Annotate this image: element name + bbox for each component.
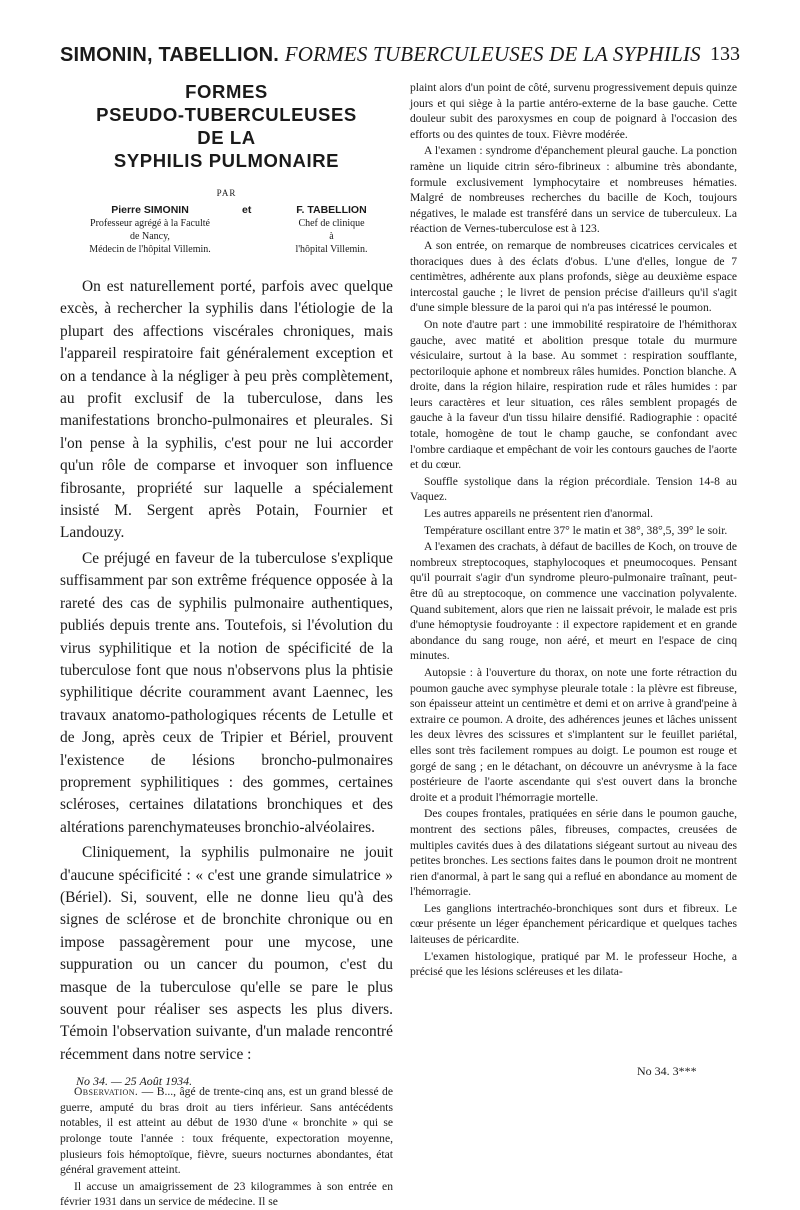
case-paragraph: L'examen histologique, pratiqué par M. le professeur Hoche, a précisé que les lésions scléreuses et les dilata- [410,949,737,979]
article-title-block [60,80,393,172]
case-paragraph: A l'examen : syndrome d'épanchement pleural gauche. La ponction ramène un liquide citrin séro-fibrineux : albumine très abondante, formule exclusivement lymphocytaire et nombreuses hématies. Malgré de nombreuses recherches du bacille de Koch, toujours négatives, le malade est transféré dans un service de tuberculeux. La réaction de Vernes-tuberculose est à 123. [410,144,737,236]
article-title-line: DE LA [197,127,256,148]
author-affiliation: Chef de clinique [298,218,365,229]
authors-block [60,204,393,262]
author-name: F. TABELLION [296,204,367,216]
author-affiliation: Médecin de l'hôpital Villemin. [89,244,211,255]
article-title-line: SYPHILIS PULMONAIRE [113,150,340,171]
observation-paragraph [60,1084,393,1178]
case-paragraph: A l'examen des crachats, à défaut de bacilles de Koch, on trouve de nombreux streptocoques, staphylocoques et pneumocoques. Pensant qu'il pourrait s'agir d'un syndrome pleuro-pulmonaire traînant, peut-être dû au streptocoque, on commence une vaccination polyvalente. Quand subitement, alors que rien ne laissait prévoir, le malade est pris d'une hémoptysie foudroyante : il expectore rapidement et en grande abondance du sang rouge, non aéré, et meurt en l'espace de cinq minutes. [410,540,737,663]
case-paragraph: Des coupes frontales, pratiquées en série dans le poumon gauche, montrent des sections pâles, fibreuses, compactes, creusées de multiples cavités dues à des dilatations siégeant surtout au niveau des petites bronches. Les sections faites dans le poumon droit ne montrent rien d'anormal, à part le sang qui a reflué en abondance au moment de l'hémorragie. [410,807,737,899]
footer-issue-date: No 34. — 25 Août 1934. [76,1074,193,1088]
case-paragraph: plaint alors d'un point de côté, survenu progressivement depuis quinze jours et qui siège à la partie antéro-externe de la base gauche. Cette douleur subit des paroxysmes en coup de poignard à l'occasion des efforts ou des quintes de toux. Fièvre modérée. [410,81,737,141]
observation-label: Observation. [74,1085,139,1099]
running-authors: SIMONIN, TABELLION. [60,44,279,66]
left-column [60,80,393,1210]
author-connector: et [242,204,252,216]
observation-text: — B..., âgé de trente-cinq ans, est un grand blessé de guerre, amputé du bras droit au tiers inférieur. Sans antécédents notables, il est atteint au début de 1930 d'une « bronchite » qui se prolonge toute l'année : toux fréquente, expectoration moyenne, plusieurs fois hémoptoïque, fièvre, sueurs nocturnes abondantes, état général gravement atteint. [60,1085,393,1177]
running-header [60,42,740,72]
case-paragraph: Les ganglions intertrachéo-bronchiques sont durs et fibreux. Le cœur présente un léger épanchement péricardique et quelques taches laiteuses de péricardite. [410,901,737,947]
footer-signature-mark: No 34. 3*** [637,1064,697,1078]
article-title-line: PSEUDO-TUBERCULEUSES [96,104,357,125]
body-paragraph: Cliniquement, la syphilis pulmonaire ne jouit d'aucune spécificité : « c'est une grande simulatrice » (Bériel). Si, souvent, elle ne donne lieu qu'à des signes de sclérose et de bronchite chronique ou en impose passagèrement pour une mycose, une suppuration ou un cancer du poumon, c'est du masque de la tuberculose qu'elle se pare le plus souvent pour réaliser ses aspects les plus divers. Témoin l'observation suivante, d'un malade rencontré récemment dans notre service : [60,844,393,1063]
case-paragraph: A son entrée, on remarque de nombreuses cicatrices cervicales et thoraciques dues à des éclats d'obus. L'une d'elles, longue de 7 centimètres, adhérente aux plans profonds, siège au deuxième espace intercostal gauche ; le livret de pension précise d'ailleurs qu'il s'agit d'une simple blessure de la paroi qui n'a pas intéressé le poumon. [410,238,737,315]
par-label: PAR [216,188,237,198]
right-column [410,80,737,980]
running-title [60,42,701,67]
author-affiliation: à [329,231,334,242]
case-paragraph: Il accuse un amaigrissement de 23 kilogrammes à son entrée en février 1931 dans un service de médecine. Il se [60,1179,393,1209]
author-tabellion [270,204,393,256]
author-affiliation: de Nancy, [130,231,170,242]
article-title-line: FORMES [185,81,268,102]
case-paragraph: Les autres appareils ne présentent rien d'anormal. [424,507,654,521]
author-name: Pierre SIMONIN [111,204,189,216]
case-paragraph: On note d'autre part : une immobilité respiratoire de l'hémithorax gauche, avec matité et abolition presque totale du murmure vésiculaire, surtout à la base. Au sommet : respiration soufflante, pectoriloquie aphone et nombreux râles humides. Ponction blanche. A droite, dans la région hilaire, respiration rude et râles humides : par leurs caractères et leur situation, ces râles semblent propagés de gauche à la faveur d'un tissu hilaire densifié. Radiographie : opacité totale, homogène de tout le champ gauche, se confondant avec l'ombre cardiaque et empêchant de voir les contours gauches de l'aorte et du cœur. [410,317,737,472]
body-paragraph: Ce préjugé en faveur de la tuberculose s'explique suffisamment par son extrême fréquence opposée à la rareté des cas de syphilis pulmonaire authentiques, publiés depuis trente ans. Toutefois, si l'évolution du virus syphilitique et la notion de spécificité de la tuberculose font que nous n'observons plus la phtisie syphilitique décrite couramment avant Laennec, les travaux anatomo-pathologiques récents de Letulle et de Jong, après ceux de Tripier et Bériel, prouvent l'existence de lésions broncho-pulmonaires proprement syphilitiques : des gommes, certaines scléroses, certaines dilatations bronchiques et des altérations parenchymateuses bronchio-alvéolaires. [60,549,393,836]
author-affiliation: l'hôpital Villemin. [295,244,368,255]
case-paragraph: Autopsie : à l'ouverture du thorax, on note une forte rétraction du poumon gauche avec symphyse pleurale totale : la plèvre est fibreuse, son épaisseur atteint un centimètre et demi et on arrive à grand'peine à extraire ce poumon. A droite, des adhérences jeunes et lâches unissent les deux lèvres des scissures et s'implantent sur le feuillet pariétal, elles sont très facilement rompues au doigt. Le poumon est rouge et gorgé de sang ; en le détachant, on découvre un anévrysme à la face postérieure de l'aorte ascendante qui s'est ouvert dans la bronche droite et a produit l'hémorragie mortelle. [410,665,737,804]
running-article-title: FORMES TUBERCULEUSES DE LA SYPHILIS [284,42,701,66]
author-affiliation: Professeur agrégé à la Faculté [90,218,210,229]
page-number: 133 [710,43,740,65]
case-paragraph: Température oscillant entre 37° le matin et 38°, 38°,5, 39° le soir. [424,523,728,537]
author-simonin [60,204,240,256]
case-paragraph: Souffle systolique dans la région précordiale. Tension 14-8 au Vaquez. [410,474,737,504]
body-paragraph: On est naturellement porté, parfois avec quelque excès, à rechercher la syphilis dans l'étiologie de la plupart des affections viscérales chroniques, mais l'appareil respiratoire fait généralement exception et on a tendance à la négliger à peu près complètement, au profit exclusif de la tuberculose, dans les manifestations broncho-pulmonaires et pleurales. Si l'on pense à la syphilis, c'est pour ne lui accorder qu'un rôle de comparse et invoquer son influence fibrosante, propriété sur laquelle a spécialement insisté M. Sergent après Potain, Fournier et Landouzy. [60,278,393,542]
